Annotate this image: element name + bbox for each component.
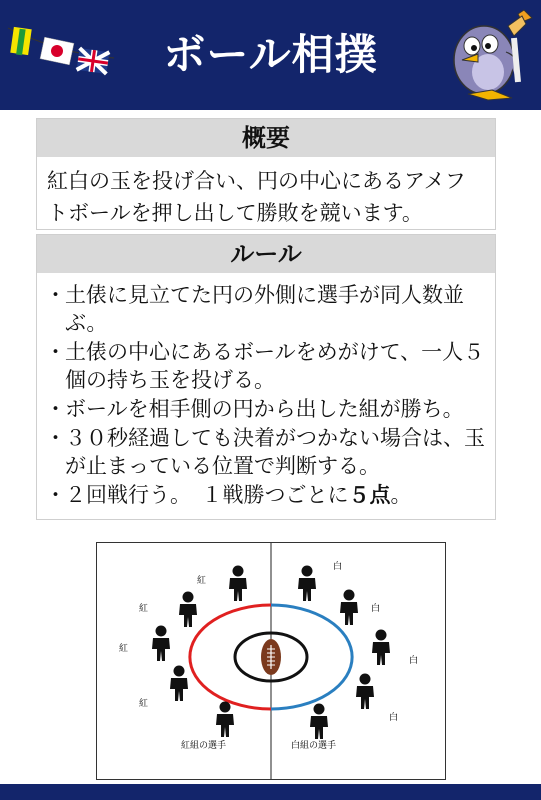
blue-ring-arc [271, 605, 352, 709]
red-label: 紅 [139, 699, 149, 709]
rule-text: 土俵に見立てた円の外側に選手が同人数並ぶ。 [65, 283, 464, 335]
white-label: 白 [389, 713, 399, 723]
red-label: 紅 [119, 644, 129, 654]
rule-points: ５点 [348, 483, 391, 507]
white-team-caption: 白組の選手 [291, 741, 337, 751]
overview-section [36, 118, 496, 230]
bullet-icon: ・ [45, 483, 66, 507]
white-player-icon [356, 674, 374, 710]
red-label: 紅 [139, 604, 149, 614]
bullet-icon: ・ [45, 397, 66, 421]
red-label: 紅 [197, 576, 207, 586]
football-icon [261, 639, 281, 675]
white-label: 白 [333, 562, 343, 572]
bullet-icon: ・ [45, 426, 66, 450]
rule-item [43, 481, 487, 509]
bullet-icon: ・ [45, 340, 66, 364]
rule-item [43, 395, 487, 423]
overview-heading: 概要 [37, 119, 495, 157]
white-player-icon [310, 704, 328, 740]
red-team-caption: 紅組の選手 [181, 741, 227, 751]
rule-item [43, 424, 487, 480]
red-player-icon [229, 566, 247, 602]
rule-suffix: 。 [390, 483, 412, 507]
rule-item [43, 338, 487, 394]
red-player-icon [179, 592, 197, 628]
white-label: 白 [409, 656, 419, 666]
overview-text: 紅白の玉を投げ合い、円の中心にあるアメフトボールを押し出して勝敗を競います。 [47, 169, 466, 225]
rule-text: ボールを相手側の円から出した組が勝ち。 [65, 397, 464, 421]
rule-text: ２回戦行う。 １戦勝つごとに [65, 483, 349, 507]
rules-heading: ルール [37, 235, 495, 273]
rule-text: ３０秒経過しても決着がつかない場合は、玉が止まっている位置で判断する。 [65, 426, 485, 478]
white-player-icon [372, 630, 390, 666]
white-label: 白 [371, 604, 381, 614]
bullet-icon: ・ [45, 283, 66, 307]
rule-text: 土俵の中心にあるボールをめがけて、一人５個の持ち玉を投げる。 [65, 340, 485, 392]
red-player-icon [170, 666, 188, 702]
red-player-icon [152, 626, 170, 662]
rules-section [36, 234, 496, 520]
red-ring-arc [190, 605, 271, 709]
white-player-icon [340, 590, 358, 626]
red-player-icon [216, 702, 234, 738]
header-bar [0, 0, 541, 110]
rules-list [37, 273, 495, 509]
white-player-icon [298, 566, 316, 602]
field-diagram [96, 542, 446, 780]
rule-item [43, 281, 487, 337]
bird-mascot-icon [448, 8, 536, 104]
field-diagram-svg [97, 543, 445, 779]
page-title: ボール相撲 [163, 30, 378, 79]
footer-bar [0, 784, 541, 800]
